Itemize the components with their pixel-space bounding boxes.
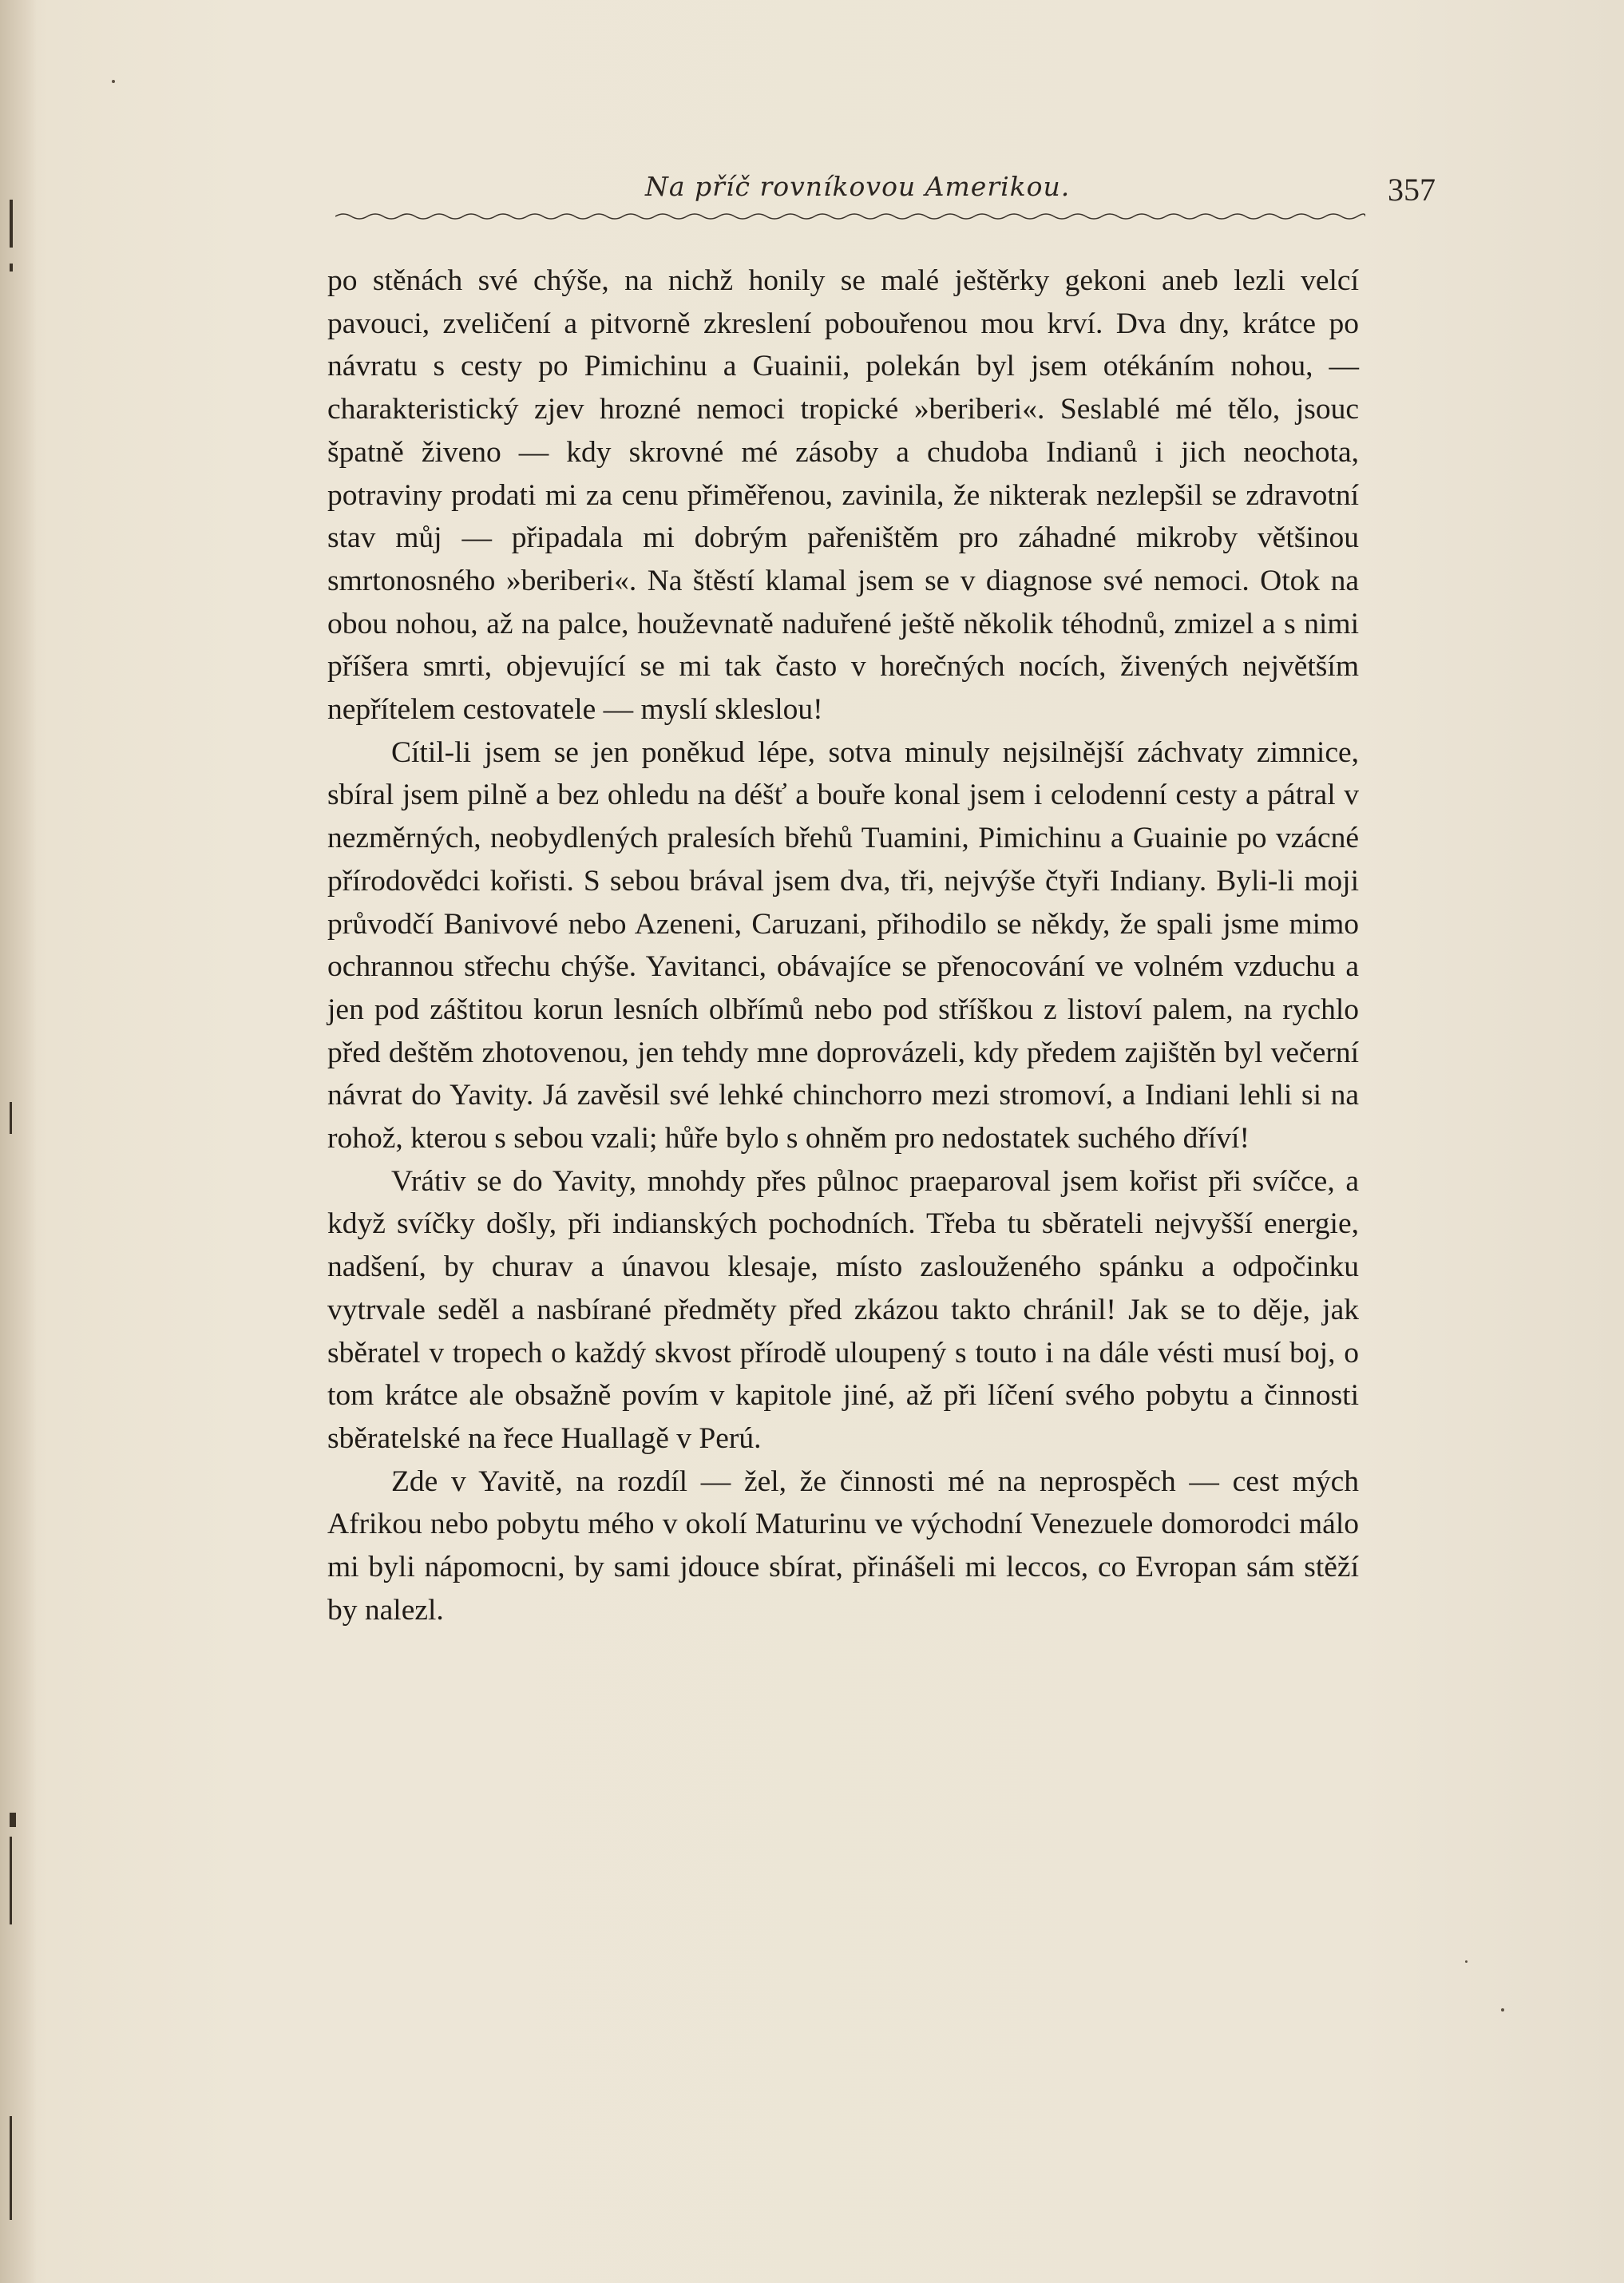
binding-gutter: [0, 0, 37, 2283]
paragraph: Cítil-li jsem se jen poněkud lépe, sotva minuly nejsilnější záchvaty zimnice, sbíral jsem pilně a bez ohledu na déšť a bouře konal jsem i celodenní cesty a pátral v nezměrných, neobydlených pralesích břehů Tuamini, Pimichinu a Guainie po vzácné přírodovědci kořisti. S sebou brával jsem dva, tři, nejvýše čtyři Indiany. Byli-li moji průvodčí Banivové nebo Azeneni, Caruzani, přihodilo se někdy, že spali jsme mimo ochrannou střechu chýše. Yavitanci, obávajíce se přenocování ve volném vzduchu a jen pod záštitou korun lesních olbřímů nebo pod stříškou z listoví palem, na rychlo před deštěm zhotovenou, jen tehdy mne doprovázeli, kdy předem zajištěn byl večerní návrat do Yavity. Já zavěsil své lehké chinchorro mezi stromoví, a Indiani lehli si na rohož, kterou s sebou vzali; hůře bylo s ohněm pro nedostatek suchého dříví!: [327, 735, 1359, 1155]
header-wavy-rule: [335, 211, 1365, 222]
gutter-mark: [10, 2116, 12, 2220]
gutter-mark: [10, 1837, 12, 1924]
paragraph: Zde v Yavitě, na rozdíl — žel, že činnosti mé na neprospěch — cest mých Afrikou nebo pobytu mého v okolí Maturinu ve východní Venezuele domorodci málo mi byli nápomocni, by sami jdouce sbírat, přinášeli mi leccos, co Evropan sám stěží by nalezl.: [327, 1465, 1359, 1627]
paragraph: Vrátiv se do Yavity, mnohdy přes půlnoc praeparoval jsem kořist při svíčce, a když svíčky došly, při indianských pochodních. Třeba tu sběrateli nejvyšší energie, nadšení, by churav a únavou klesaje, místo zaslouženého spánku a odpočinku vytrvale seděl a nasbírané předměty před zkázou takto chránil! Jak se to děje, jak sběratel v tropech o každý skvost přírodě uloupený s touto i na dále vésti musí boj, o tom krátce ale obsažně povím v kapitole jiné, až při líčení svého pobytu a činnosti sběratelské na řece Huallagě v Perú.: [327, 1164, 1359, 1455]
page-header: [319, 171, 1469, 219]
page-number: 357: [1388, 172, 1436, 208]
running-title: Na příč rovníkovou Amerikou.: [645, 171, 1071, 202]
paragraph: po stěnách své chýše, na nichž honily se malé ještěrky gekoni aneb lezli velcí pavouci, zveličení a pitvorně zkreslení pobouřenou mou krví. Dva dny, krátce po návratu s cesty po Pimichinu a Guainii, polekán byl jsem otékáním nohou, — charakteristický zjev hrozné nemoci tropické »beriberi«. Seslablé mé tělo, jsouc špatně živeno — kdy skrovné mé zásoby a chudoba Indianů i jich neochota, potraviny prodati mi za cenu přiměřenou, zavinila, že nikterak nezlepšil se zdravotní stav můj — připadala mi dobrým pařeništěm pro záhadné mikroby většinou smrtonosného »beriberi«. Na štěstí klamal jsem se v diagnose své nemoci. Otok na obou nohou, až na palce, houževnatě naduřené ještě několik téhodnů, zmizel a s nimi příšera smrti, objevující se mi tak často v horečných nocích, živených největším nepřítelem cestovatele — myslí skleslou!: [327, 264, 1359, 727]
gutter-mark: [10, 1813, 16, 1827]
paper-speck: [1501, 2008, 1504, 2011]
paper-speck: [1465, 1960, 1468, 1963]
gutter-mark: [10, 200, 13, 248]
body-text: [327, 260, 1359, 1632]
gutter-mark: [10, 1102, 12, 1134]
paper-speck: [112, 80, 115, 83]
gutter-mark: [10, 264, 13, 272]
